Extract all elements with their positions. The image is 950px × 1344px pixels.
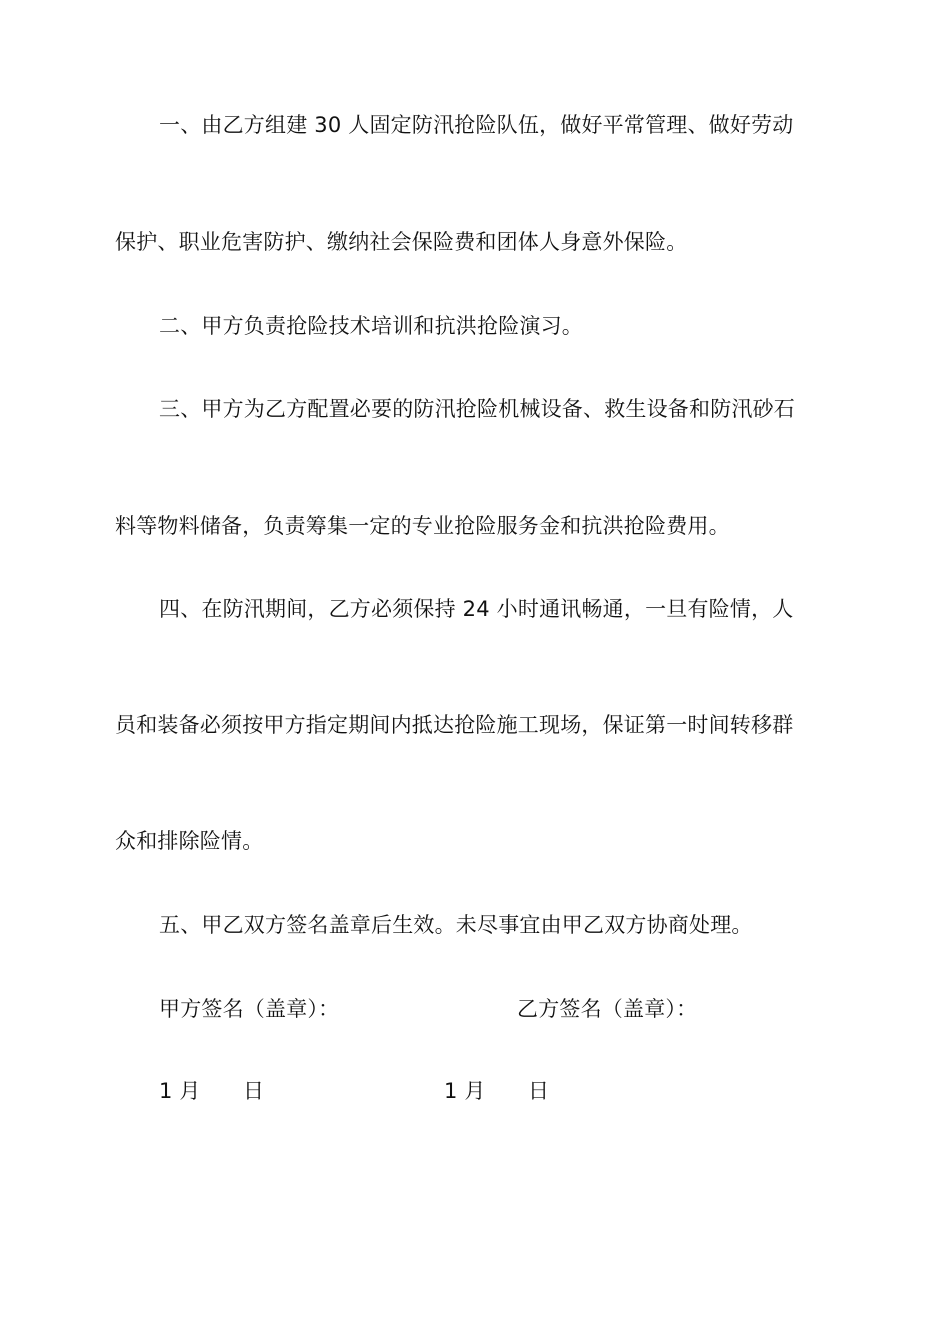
clause-5: 五、甲乙双方签名盖章后生效。未尽事宜由甲乙双方协商处理。 bbox=[159, 913, 753, 937]
party-a-signature-label: 甲方签名（盖章）： bbox=[159, 997, 340, 1021]
clause-4-line-3: 众和排除险情。 bbox=[115, 829, 264, 853]
party-b-date: 1 月 日 bbox=[444, 1079, 550, 1103]
party-b-signature-label: 乙方签名（盖章）： bbox=[517, 997, 698, 1021]
clause-4-line-1: 四、在防汛期间，乙方必须保持 24 小时通讯畅通，一旦有险情，人 bbox=[159, 597, 794, 621]
clause-1-line-2: 保护、职业危害防护、缴纳社会保险费和团体人身意外保险。 bbox=[115, 230, 688, 254]
clause-3-line-1: 三、甲方为乙方配置必要的防汛抢险机械设备、救生设备和防汛砂石 bbox=[159, 397, 795, 421]
clause-1-line-1: 一、由乙方组建 30 人固定防汛抢险队伍，做好平常管理、做好劳动 bbox=[159, 113, 794, 137]
clause-2: 二、甲方负责抢险技术培训和抗洪抢险演习。 bbox=[159, 314, 583, 338]
party-a-date: 1 月 日 bbox=[159, 1079, 265, 1103]
clause-4-line-2: 员和装备必须按甲方指定期间内抵达抢险施工现场，保证第一时间转移群 bbox=[115, 713, 794, 737]
clause-3-line-2: 料等物料储备，负责筹集一定的专业抢险服务金和抗洪抢险费用。 bbox=[115, 514, 730, 538]
